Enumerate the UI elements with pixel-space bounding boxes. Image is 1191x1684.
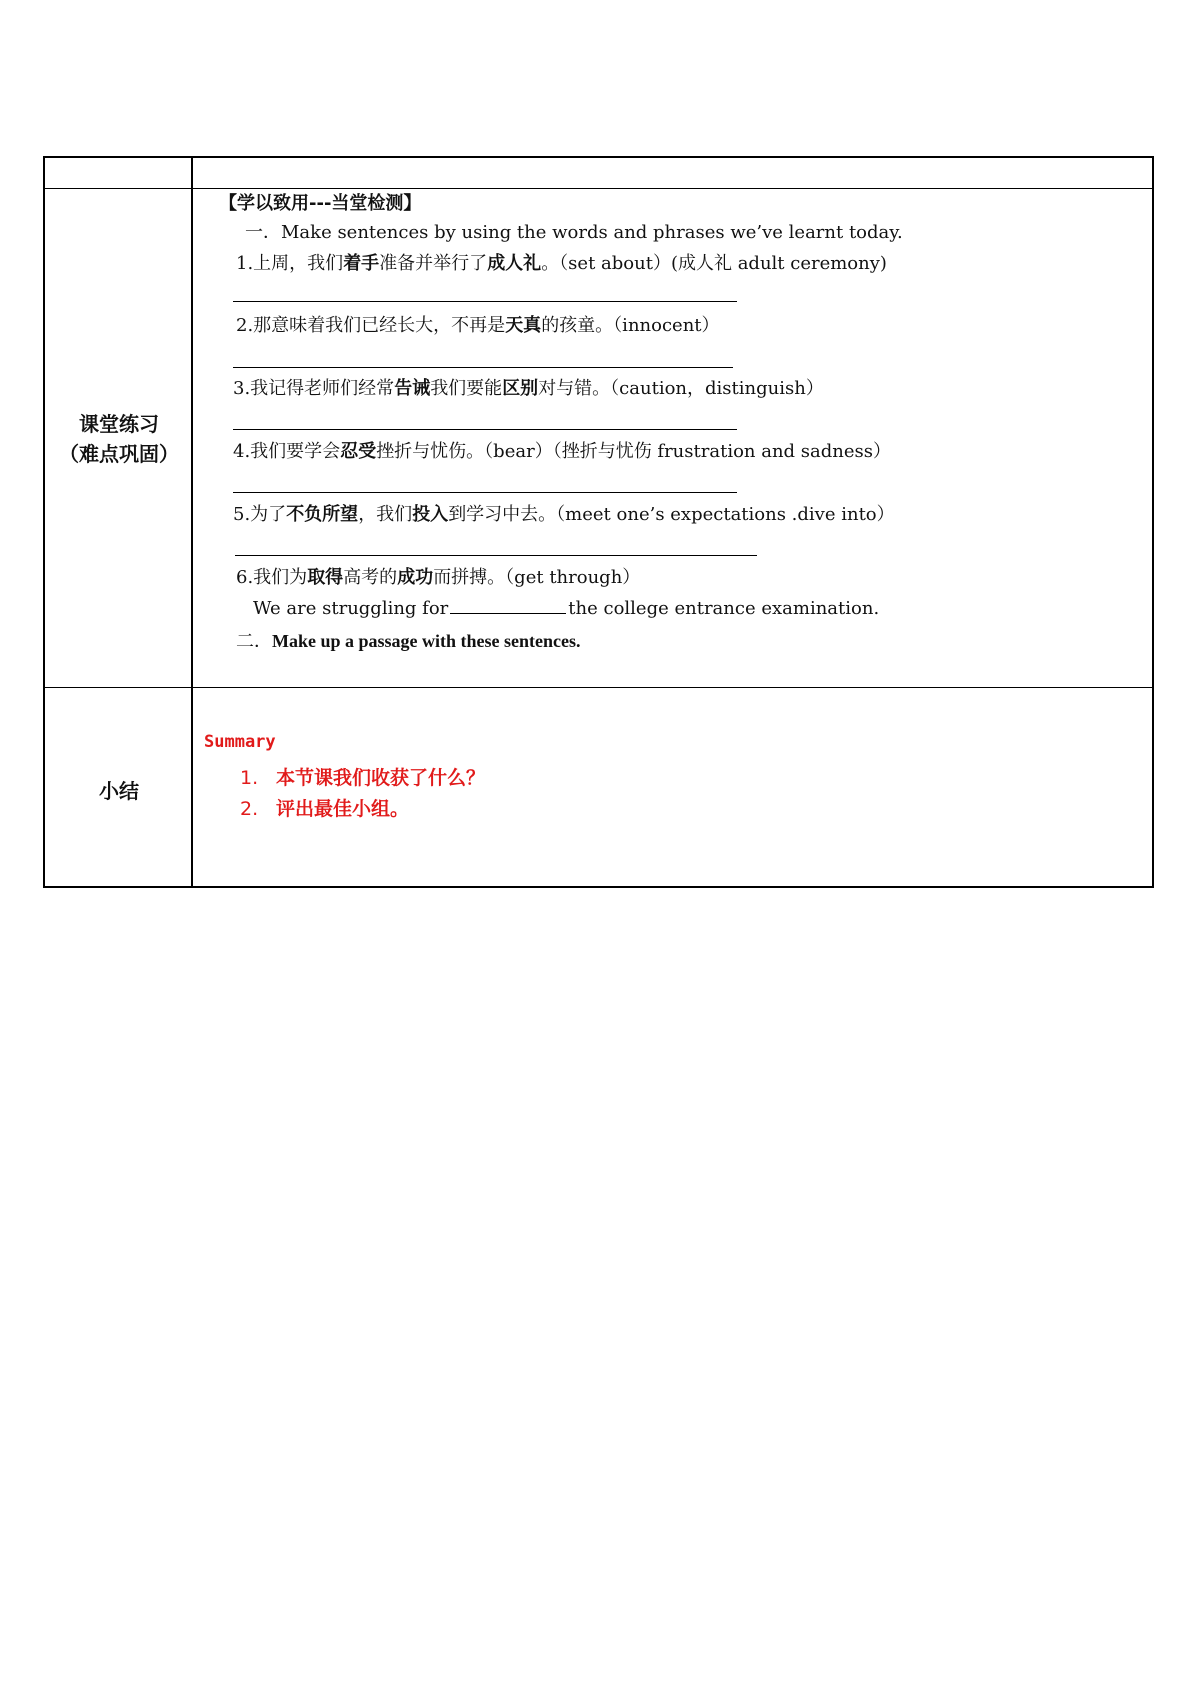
table-row-divider-1 xyxy=(43,188,1154,189)
keyword: 投入 xyxy=(412,504,449,525)
exercise-item-1: 1.上周，我们着手准备并举行了成人礼。（set about）(成人礼 adult ceremony) xyxy=(236,253,887,274)
exercise-item-5: 5.为了不负所望，我们投入到学习中去。（meet one’s expectations .dive into） xyxy=(233,504,895,525)
summary-title: Summary xyxy=(204,732,276,752)
table-right-border xyxy=(1152,156,1154,888)
table-bottom-border xyxy=(43,886,1154,888)
table-top-border xyxy=(43,156,1154,158)
keyword: 不负所望 xyxy=(286,504,359,525)
fill-in-blank[interactable] xyxy=(450,598,566,614)
part2-instruction: 二．Make up a passage with these sentences. xyxy=(236,631,581,652)
answer-line-3 xyxy=(233,429,737,430)
table-row-divider-2 xyxy=(43,687,1154,688)
keyword: 忍受 xyxy=(340,441,377,462)
keyword: 天真 xyxy=(505,315,542,336)
part1-instruction: 一．Make sentences by using the words and phrases we’ve learnt today. xyxy=(245,222,903,243)
practice-label-line2: （难点巩固） xyxy=(59,442,179,466)
answer-line-1 xyxy=(233,301,737,302)
summary-item-1: 1. 本节课我们收获了什么？ xyxy=(240,767,486,789)
answer-line-5 xyxy=(235,555,757,556)
keyword: 区别 xyxy=(502,378,539,399)
exercise-item-3: 3.我记得老师们经常告诫我们要能区别对与错。（caution，distinguish） xyxy=(233,378,824,399)
practice-label-line1: 课堂练习 xyxy=(79,412,159,436)
exercise-item-4: 4.我们要学会忍受挫折与忧伤。（bear）（挫折与忧伤 frustration and sadness） xyxy=(233,441,892,462)
keyword: 成功 xyxy=(397,567,434,588)
keyword: 取得 xyxy=(307,567,344,588)
exercise-item-2: 2.那意味着我们已经长大，不再是天真的孩童。（innocent） xyxy=(236,315,720,336)
practice-row-label xyxy=(45,409,193,469)
answer-line-2 xyxy=(233,367,733,368)
summary-item-2: 2. 评出最佳小组。 xyxy=(240,798,410,820)
keyword: 着手 xyxy=(343,253,380,274)
exercise-item-6-english: We are struggling for the college entrance examination. xyxy=(253,598,880,619)
keyword: 成人礼 xyxy=(487,253,542,274)
summary-row-label: 小结 xyxy=(99,779,139,803)
keyword: 告诫 xyxy=(394,378,431,399)
practice-heading: 【学以致用---当堂检测】 xyxy=(219,193,422,214)
answer-line-4 xyxy=(233,492,737,493)
exercise-item-6: 6.我们为取得高考的成功而拼搏。（get through） xyxy=(236,567,641,588)
